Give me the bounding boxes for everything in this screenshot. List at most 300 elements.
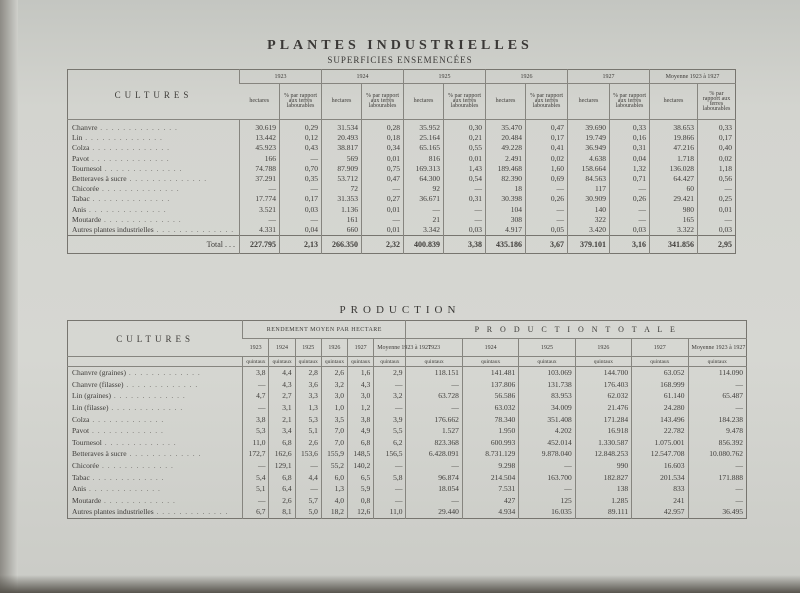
production-cell: 63.728 (406, 390, 462, 402)
rendement-cell: 0,8 (348, 495, 374, 507)
production-cell: 42.957 (632, 506, 688, 518)
unit-quintaux: quintaux (321, 357, 347, 367)
rendement-cell: 55,2 (321, 460, 347, 472)
table-cell: 47.216 (650, 143, 698, 153)
table-row (68, 184, 736, 194)
production-cell: 1.285 (575, 495, 631, 507)
rendement-cell: 3,8 (243, 367, 269, 379)
production-cell: 176.403 (575, 379, 631, 391)
production-cell: 176.662 (406, 413, 462, 425)
unit-quintaux: quintaux (688, 357, 747, 367)
production-cell: 141.481 (462, 367, 518, 379)
rendement-cell: 2,8 (295, 367, 321, 379)
table-cell: — (362, 184, 404, 194)
table-cell: 45.923 (240, 143, 280, 153)
table-row (68, 367, 747, 379)
rendement-cell: 2,6 (269, 495, 295, 507)
table-row (68, 205, 736, 215)
table-cell: 0,31 (444, 194, 486, 204)
table-row (68, 123, 736, 133)
leader-dots: . . . . . . . . . . . . . . (153, 224, 235, 234)
production-cell: 823.368 (406, 437, 462, 449)
year-header: 1923 (240, 70, 322, 84)
table-row (68, 437, 747, 449)
total-row (68, 236, 736, 254)
unit-quintaux: quintaux (462, 357, 518, 367)
table-cell: 0,47 (362, 174, 404, 184)
table-row (68, 154, 736, 164)
table-cell: 0,75 (362, 164, 404, 174)
production-cell: 63.032 (462, 402, 518, 414)
rendement-cell: 12,6 (348, 506, 374, 518)
table-cell: 21 (404, 215, 444, 225)
cultures-header: CULTURES (68, 70, 240, 120)
table-cell: 92 (404, 184, 444, 194)
table-cell: 4.331 (240, 225, 280, 236)
table-cell: 36.671 (404, 194, 444, 204)
unit-percent: % par rapport aux terres labourables (444, 84, 486, 120)
table-cell: 0,55 (444, 143, 486, 153)
table-cell: 0,17 (526, 133, 568, 143)
table-cell: — (404, 205, 444, 215)
production-cell: — (688, 483, 747, 495)
row-label (68, 184, 240, 194)
production-cell: 4.202 (519, 425, 575, 437)
table-cell: 308 (486, 215, 526, 225)
table-cell: 36.949 (568, 143, 610, 153)
production-cell: 1.330.587 (575, 437, 631, 449)
rendement-cell: — (243, 495, 269, 507)
production-year: 1926 (575, 339, 631, 357)
rendement-cell: 6,5 (348, 471, 374, 483)
unit-hectares: hectares (568, 84, 610, 120)
production-cell: 1.950 (462, 425, 518, 437)
table-cell: 136.028 (650, 164, 698, 174)
production-cell: — (519, 460, 575, 472)
row-label (68, 133, 240, 143)
rendement-cell: 3,5 (321, 413, 347, 425)
table-cell: 0,33 (698, 123, 736, 133)
production-totale-header: P R O D U C T I O N T O T A L E (406, 321, 747, 339)
culture-name: Tabac (72, 194, 90, 204)
production-cell: — (688, 495, 747, 507)
year-header: 1926 (486, 70, 568, 84)
rendement-cell: — (374, 495, 406, 507)
row-label (68, 225, 240, 236)
unit-hectares: hectares (486, 84, 526, 120)
table-cell: 189.468 (486, 164, 526, 174)
production-cell: — (688, 379, 747, 391)
unit-quintaux: quintaux (406, 357, 462, 367)
rendement-cell: 6,8 (269, 471, 295, 483)
rendement-cell: 5,5 (374, 425, 406, 437)
rendement-cell: 5,3 (243, 425, 269, 437)
rendement-cell: 4,3 (269, 379, 295, 391)
table-cell: — (526, 184, 568, 194)
production-cell: 241 (632, 495, 688, 507)
table-row (68, 413, 747, 425)
production-cell: 118.151 (406, 367, 462, 379)
table-cell: 0,30 (444, 123, 486, 133)
rendement-cell: 3,0 (348, 390, 374, 402)
production-cell: 138 (575, 483, 631, 495)
production-cell: — (406, 379, 462, 391)
rendement-cell: 4,3 (348, 379, 374, 391)
culture-name: Chicorée (72, 461, 100, 471)
table-cell: — (280, 154, 322, 164)
culture-name: Chanvre (72, 123, 98, 133)
table-row (68, 174, 736, 184)
production-cell: — (406, 495, 462, 507)
culture-name: Tournesol (72, 163, 102, 173)
total-cell: 227.795 (240, 236, 280, 254)
table-row (68, 143, 736, 153)
table-cell: 25.164 (404, 133, 444, 143)
total-cell: 341.856 (650, 236, 698, 254)
table-cell: 30.619 (240, 123, 280, 133)
total-cell: 2,32 (362, 236, 404, 254)
rendement-cell: — (243, 460, 269, 472)
rendement-cell: 129,1 (269, 460, 295, 472)
production-cell: 427 (462, 495, 518, 507)
production-cell: 12.547.708 (632, 448, 688, 460)
rendement-cell: 3,1 (269, 402, 295, 414)
table-cell: 64.427 (650, 174, 698, 184)
table-row (68, 483, 747, 495)
unit-percent: % par rapport aux terres labourables (280, 84, 322, 120)
table-cell: 660 (322, 225, 362, 236)
unit-hectares: hectares (404, 84, 444, 120)
production-cell: 137.806 (462, 379, 518, 391)
table-cell: 0,05 (526, 225, 568, 236)
table-row (68, 506, 747, 518)
table-cell: 17.774 (240, 194, 280, 204)
rendement-cell: 4,7 (243, 390, 269, 402)
production-cell: 131.738 (519, 379, 575, 391)
production-cell: 24.280 (632, 402, 688, 414)
culture-name: Betteraves à sucre (72, 174, 127, 184)
table-cell: — (698, 215, 736, 225)
rendement-cell: 6,4 (269, 483, 295, 495)
table-cell: 65.165 (404, 143, 444, 153)
culture-name: Tabac (72, 472, 90, 482)
production-cell: 96.874 (406, 471, 462, 483)
leader-dots: . . . . . . . . . . . . . (99, 461, 174, 471)
table-cell: 0,31 (610, 143, 650, 153)
row-label (68, 425, 243, 437)
production-cell: 7.531 (462, 483, 518, 495)
row-label (68, 402, 243, 414)
table-cell: 569 (322, 154, 362, 164)
production-cell: 62.032 (575, 390, 631, 402)
table-cell: 0,28 (362, 123, 404, 133)
production-cell: 8.731.129 (462, 448, 518, 460)
leader-dots: . . . . . . . . . . . . . . (126, 174, 208, 184)
rendement-cell: 2,9 (374, 367, 406, 379)
rendement-cell: 5,0 (295, 506, 321, 518)
rendement-header: RENDEMENT MOYEN PAR HECTARE (243, 321, 406, 339)
rendement-cell: 11,0 (243, 437, 269, 449)
table-row (68, 215, 736, 225)
table-cell: 30.398 (486, 194, 526, 204)
rendement-year: 1926 (321, 339, 347, 357)
rendement-cell: 172,7 (243, 448, 269, 460)
leader-dots: . . . . . . . . . . . . . (89, 426, 164, 436)
table-cell: 0,70 (280, 164, 322, 174)
leader-dots: . . . . . . . . . . . . . . (101, 214, 182, 224)
production-cell: 34.009 (519, 402, 575, 414)
culture-name: Pavot (72, 153, 90, 163)
table-cell: — (526, 215, 568, 225)
rendement-year: 1925 (295, 339, 321, 357)
culture-name: Tournesol (72, 437, 102, 447)
culture-name: Betteraves à sucre (72, 449, 127, 459)
page-shadow-bottom (0, 575, 800, 593)
unit-quintaux: quintaux (374, 357, 406, 367)
table-row (68, 379, 747, 391)
table-cell: 0,01 (362, 154, 404, 164)
row-label (68, 460, 243, 472)
table-cell: 20.484 (486, 133, 526, 143)
rendement-cell: 1,3 (295, 402, 321, 414)
unit-quintaux: quintaux (243, 357, 269, 367)
rendement-cell: 3,2 (321, 379, 347, 391)
year-header: 1925 (404, 70, 486, 84)
table-cell: 0,54 (444, 174, 486, 184)
rendement-cell: — (243, 379, 269, 391)
rendement-cell: 3,8 (243, 413, 269, 425)
rendement-cell: — (243, 402, 269, 414)
unit-quintaux: quintaux (575, 357, 631, 367)
rendement-cell: 6,7 (243, 506, 269, 518)
table-cell: 0,03 (698, 225, 736, 236)
production-cell: 171.284 (575, 413, 631, 425)
production-cell: 143.496 (632, 413, 688, 425)
table-cell: 19.866 (650, 133, 698, 143)
table-row (68, 471, 747, 483)
leader-dots: . . . . . . . . . . . . . (125, 368, 201, 378)
table-cell: 0,35 (280, 174, 322, 184)
table-cell: 117 (568, 184, 610, 194)
table-cell: 0,21 (444, 133, 486, 143)
total-label: Total . . . (68, 236, 240, 254)
rendement-cell: 2,7 (269, 390, 295, 402)
production-title: PRODUCTION (339, 304, 461, 316)
rendement-cell: 4,9 (348, 425, 374, 437)
table-cell: 4.917 (486, 225, 526, 236)
table-cell: 72 (322, 184, 362, 194)
table-cell: 0,03 (280, 205, 322, 215)
table-cell: 0,29 (280, 123, 322, 133)
unit-quintaux: quintaux (348, 357, 374, 367)
unit-percent: % par rapport aux terres labourables (362, 84, 404, 120)
rendement-cell: 3,6 (295, 379, 321, 391)
rendement-cell: 162,6 (269, 448, 295, 460)
production-cell: 18.054 (406, 483, 462, 495)
production-cell: 22.782 (632, 425, 688, 437)
table-cell: — (240, 184, 280, 194)
unit-percent: % par rapport aux terres labourables (698, 84, 736, 120)
surfaces-table (67, 69, 736, 254)
table-cell: — (698, 184, 736, 194)
row-label (68, 413, 243, 425)
production-cell: 1.075.001 (632, 437, 688, 449)
rendement-cell: 6,8 (348, 437, 374, 449)
table-cell: 2.491 (486, 154, 526, 164)
table-cell: 0,04 (280, 225, 322, 236)
leader-dots: . . . . . . . . . . . . . . (99, 184, 180, 194)
rendement-cell: 1,3 (321, 483, 347, 495)
rendement-cell: 18,2 (321, 506, 347, 518)
culture-name: Pavot (72, 426, 90, 436)
rendement-cell: 153,6 (295, 448, 321, 460)
production-cell: 83.953 (519, 390, 575, 402)
table-cell: 0,71 (610, 174, 650, 184)
row-label (68, 205, 240, 215)
culture-name: Chanvre (graines) (72, 368, 126, 378)
rendement-cell: 5,1 (295, 425, 321, 437)
table-cell: 74.788 (240, 164, 280, 174)
table-row (68, 164, 736, 174)
rendement-cell: 5,1 (243, 483, 269, 495)
table-cell: 0,47 (526, 123, 568, 133)
production-cell: 351.408 (519, 413, 575, 425)
rendement-cell: 2,6 (321, 367, 347, 379)
table-cell: 0,03 (610, 225, 650, 236)
total-cell: 3,38 (444, 236, 486, 254)
rendement-cell: 4,4 (295, 471, 321, 483)
total-cell: 400.839 (404, 236, 444, 254)
leader-dots: . . . . . . . . . . . . . . (89, 194, 171, 204)
rendement-cell: — (374, 483, 406, 495)
production-cell: 63.052 (632, 367, 688, 379)
row-label (68, 143, 240, 153)
table-cell: 1,18 (698, 164, 736, 174)
table-cell: 166 (240, 154, 280, 164)
rendement-cell: — (374, 460, 406, 472)
table-cell: 322 (568, 215, 610, 225)
table-cell: 0,27 (362, 194, 404, 204)
table-cell: 1,60 (526, 164, 568, 174)
production-cell: 89.111 (575, 506, 631, 518)
production-year: 1927 (632, 339, 688, 357)
table-cell: 0,01 (362, 205, 404, 215)
culture-name: Colza (72, 143, 90, 153)
production-cell: 56.586 (462, 390, 518, 402)
rendement-year: 1927 (348, 339, 374, 357)
total-cell: 3,67 (526, 236, 568, 254)
production-cell: — (688, 402, 747, 414)
production-cell: 600.993 (462, 437, 518, 449)
row-label (68, 194, 240, 204)
table-cell: 0,03 (444, 225, 486, 236)
leader-dots: . . . . . . . . . . . . . (86, 484, 161, 494)
table-cell: 0,34 (362, 143, 404, 153)
table-cell: 20.493 (322, 133, 362, 143)
rendement-cell: 1,0 (321, 402, 347, 414)
culture-name: Moutarde (72, 214, 102, 224)
table-cell: 140 (568, 205, 610, 215)
rendement-cell: 5,3 (295, 413, 321, 425)
rendement-cell: 11,0 (374, 506, 406, 518)
production-cell: — (406, 402, 462, 414)
production-cell: 12.848.253 (575, 448, 631, 460)
culture-name: Lin (graines) (72, 391, 111, 401)
page-shadow-left (0, 0, 18, 593)
page-subtitle: SUPERFICIES ENSEMENCÉES (327, 55, 473, 65)
culture-name: Anis (72, 484, 87, 494)
table-cell: 1.136 (322, 205, 362, 215)
table-cell: 169.313 (404, 164, 444, 174)
rendement-cell: 2,1 (269, 413, 295, 425)
production-cell: 10.080.762 (688, 448, 747, 460)
production-cell: 171.888 (688, 471, 747, 483)
table-row (68, 495, 747, 507)
unit-percent: % par rapport aux terres labourables (610, 84, 650, 120)
unit-hectares: hectares (240, 84, 280, 120)
rendement-cell: 3,8 (348, 413, 374, 425)
unit-percent: % par rapport aux terres labourables (526, 84, 568, 120)
production-cell: 990 (575, 460, 631, 472)
production-cell: 125 (519, 495, 575, 507)
table-cell: 158.664 (568, 164, 610, 174)
table-cell: 18 (486, 184, 526, 194)
table-cell: 1,32 (610, 164, 650, 174)
production-cell: 144.700 (575, 367, 631, 379)
rendement-cell: 3,3 (295, 390, 321, 402)
table-cell: 0,56 (698, 174, 736, 184)
table-row (68, 402, 747, 414)
table-cell: 0,40 (698, 143, 736, 153)
unit-quintaux: quintaux (519, 357, 575, 367)
table-cell: — (240, 215, 280, 225)
table-cell: 0,33 (610, 123, 650, 133)
table-cell: 0,69 (526, 174, 568, 184)
production-cell: 16.603 (632, 460, 688, 472)
production-cell: 201.534 (632, 471, 688, 483)
production-cell: 36.495 (688, 506, 747, 518)
rendement-cell: 148,5 (348, 448, 374, 460)
rendement-cell: — (374, 402, 406, 414)
rendement-cell: 7,0 (321, 425, 347, 437)
production-cell: 61.140 (632, 390, 688, 402)
rendement-cell: 3,0 (321, 390, 347, 402)
leader-dots: . . . . . . . . . . . . . . (86, 204, 167, 214)
table-cell: 84.563 (568, 174, 610, 184)
production-cell: 9.878.040 (519, 448, 575, 460)
production-cell: 182.827 (575, 471, 631, 483)
total-cell: 266.350 (322, 236, 362, 254)
leader-dots: . . . . . . . . . . . . . (153, 507, 229, 517)
production-cell: 163.700 (519, 471, 575, 483)
rendement-cell: 2,6 (295, 437, 321, 449)
table-cell: 31.353 (322, 194, 362, 204)
row-label (68, 174, 240, 184)
page-title: PLANTES INDUSTRIELLES (267, 38, 533, 53)
production-year: 1925 (519, 339, 575, 357)
rendement-cell: 6,2 (374, 437, 406, 449)
production-cell: 452.014 (519, 437, 575, 449)
culture-name: Chanvre (filasse) (72, 379, 124, 389)
table-cell: 816 (404, 154, 444, 164)
unit-quintaux: quintaux (295, 357, 321, 367)
rendement-cell: 3,2 (374, 390, 406, 402)
table-cell: 161 (322, 215, 362, 225)
production-cell: 29.440 (406, 506, 462, 518)
leader-dots: . . . . . . . . . . . . . (101, 495, 176, 505)
row-label (68, 448, 243, 460)
table-cell: 38.817 (322, 143, 362, 153)
